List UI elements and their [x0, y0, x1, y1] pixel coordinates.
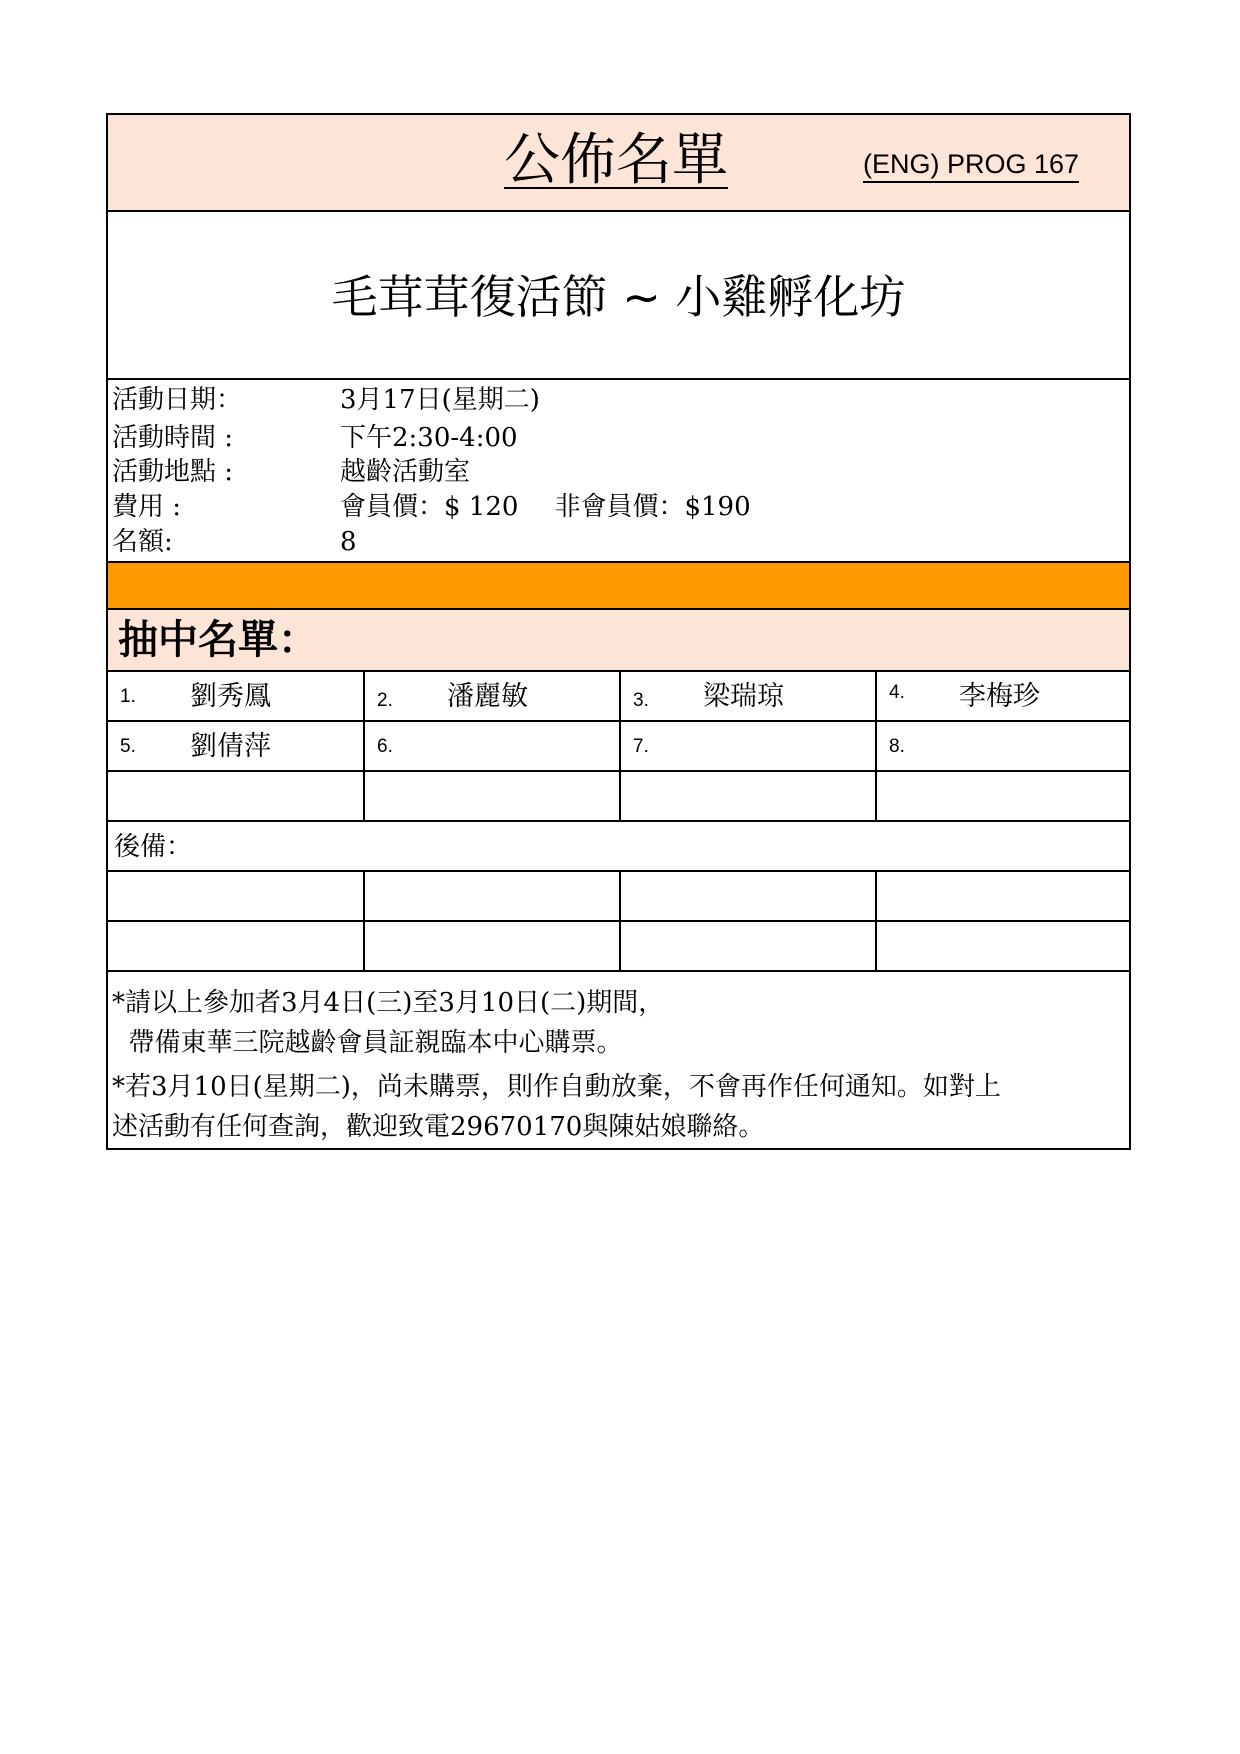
slot-number: 1. [120, 686, 136, 707]
name-cell [108, 672, 363, 720]
event-title-row [108, 210, 1129, 378]
info-value: 3月17日(星期二) [340, 385, 540, 415]
backup-label: 後備： [114, 832, 193, 862]
table-row [108, 920, 1129, 970]
name-cell [619, 672, 875, 720]
name-cell [875, 722, 1129, 770]
name-cell [363, 672, 619, 720]
note-line: 述活動有任何查詢，歡迎致電29670170與陳姑娘聯絡。 [112, 1112, 765, 1142]
table-row [108, 670, 1129, 720]
empty-cell [108, 872, 363, 920]
participant-name: 李梅珍 [959, 681, 1040, 712]
slot-number: 2. [377, 690, 393, 711]
header-row [108, 113, 1129, 210]
empty-cell [363, 922, 619, 970]
slot-number: 6. [377, 736, 393, 757]
event-title: 毛茸茸復活節 ~ 小雞孵化坊 [331, 270, 906, 324]
info-label: 名額: [112, 527, 173, 557]
empty-cell [875, 922, 1129, 970]
participant-name: 劉秀鳳 [190, 681, 271, 712]
info-label: 活動地點 : [112, 457, 234, 487]
empty-cell [108, 772, 363, 820]
note-line: 帶備東華三院越齡會員証親臨本中心購票。 [112, 1028, 623, 1058]
member-price: 會員價：$ 120 [340, 492, 519, 522]
slot-number: 7. [633, 736, 649, 757]
note-line: *若3月10日(星期二)，尚未購票，則作自動放棄，不會再作任何通知。如對上 [112, 1072, 1001, 1102]
announcement-sheet [106, 113, 1131, 1150]
participant-name: 梁瑞琼 [703, 681, 784, 712]
table-row [108, 770, 1129, 820]
name-cell [108, 722, 363, 770]
name-cell [875, 672, 1129, 720]
info-value: 8 [340, 527, 357, 557]
table-row [108, 720, 1129, 770]
info-label: 活動時間 : [112, 423, 234, 453]
info-label: 費用 : [112, 492, 182, 522]
slot-number: 8. [889, 736, 905, 757]
participant-name: 潘麗敏 [447, 681, 528, 712]
info-value: 下午2:30-4:00 [340, 423, 518, 453]
orange-divider-bar [108, 561, 1129, 608]
event-info-block [108, 378, 1129, 561]
info-label: 活動日期： [112, 385, 243, 415]
slot-number: 3. [633, 690, 649, 711]
info-value [340, 489, 751, 525]
info-value: 越齡活動室 [340, 457, 471, 487]
notes-block [108, 970, 1129, 1150]
empty-cell [619, 772, 875, 820]
backup-header [108, 820, 1129, 870]
drawn-list-label: 抽中名單： [118, 617, 318, 663]
name-cell [363, 722, 619, 770]
empty-cell [363, 772, 619, 820]
non-member-price: 非會員價：$190 [554, 492, 751, 522]
empty-cell [619, 922, 875, 970]
program-code: (ENG) PROG 167 [863, 147, 1079, 183]
slot-number: 4. [889, 682, 905, 703]
table-row [108, 870, 1129, 920]
empty-cell [108, 922, 363, 970]
drawn-list-header [108, 608, 1129, 670]
empty-cell [619, 872, 875, 920]
page-title: 公佈名單 [504, 128, 728, 193]
slot-number: 5. [120, 736, 136, 757]
name-cell [619, 722, 875, 770]
participant-name: 劉倩萍 [190, 731, 271, 762]
empty-cell [875, 772, 1129, 820]
empty-cell [363, 872, 619, 920]
note-line: *請以上參加者3月4日(三)至3月10日(二)期間， [112, 988, 665, 1018]
empty-cell [875, 872, 1129, 920]
